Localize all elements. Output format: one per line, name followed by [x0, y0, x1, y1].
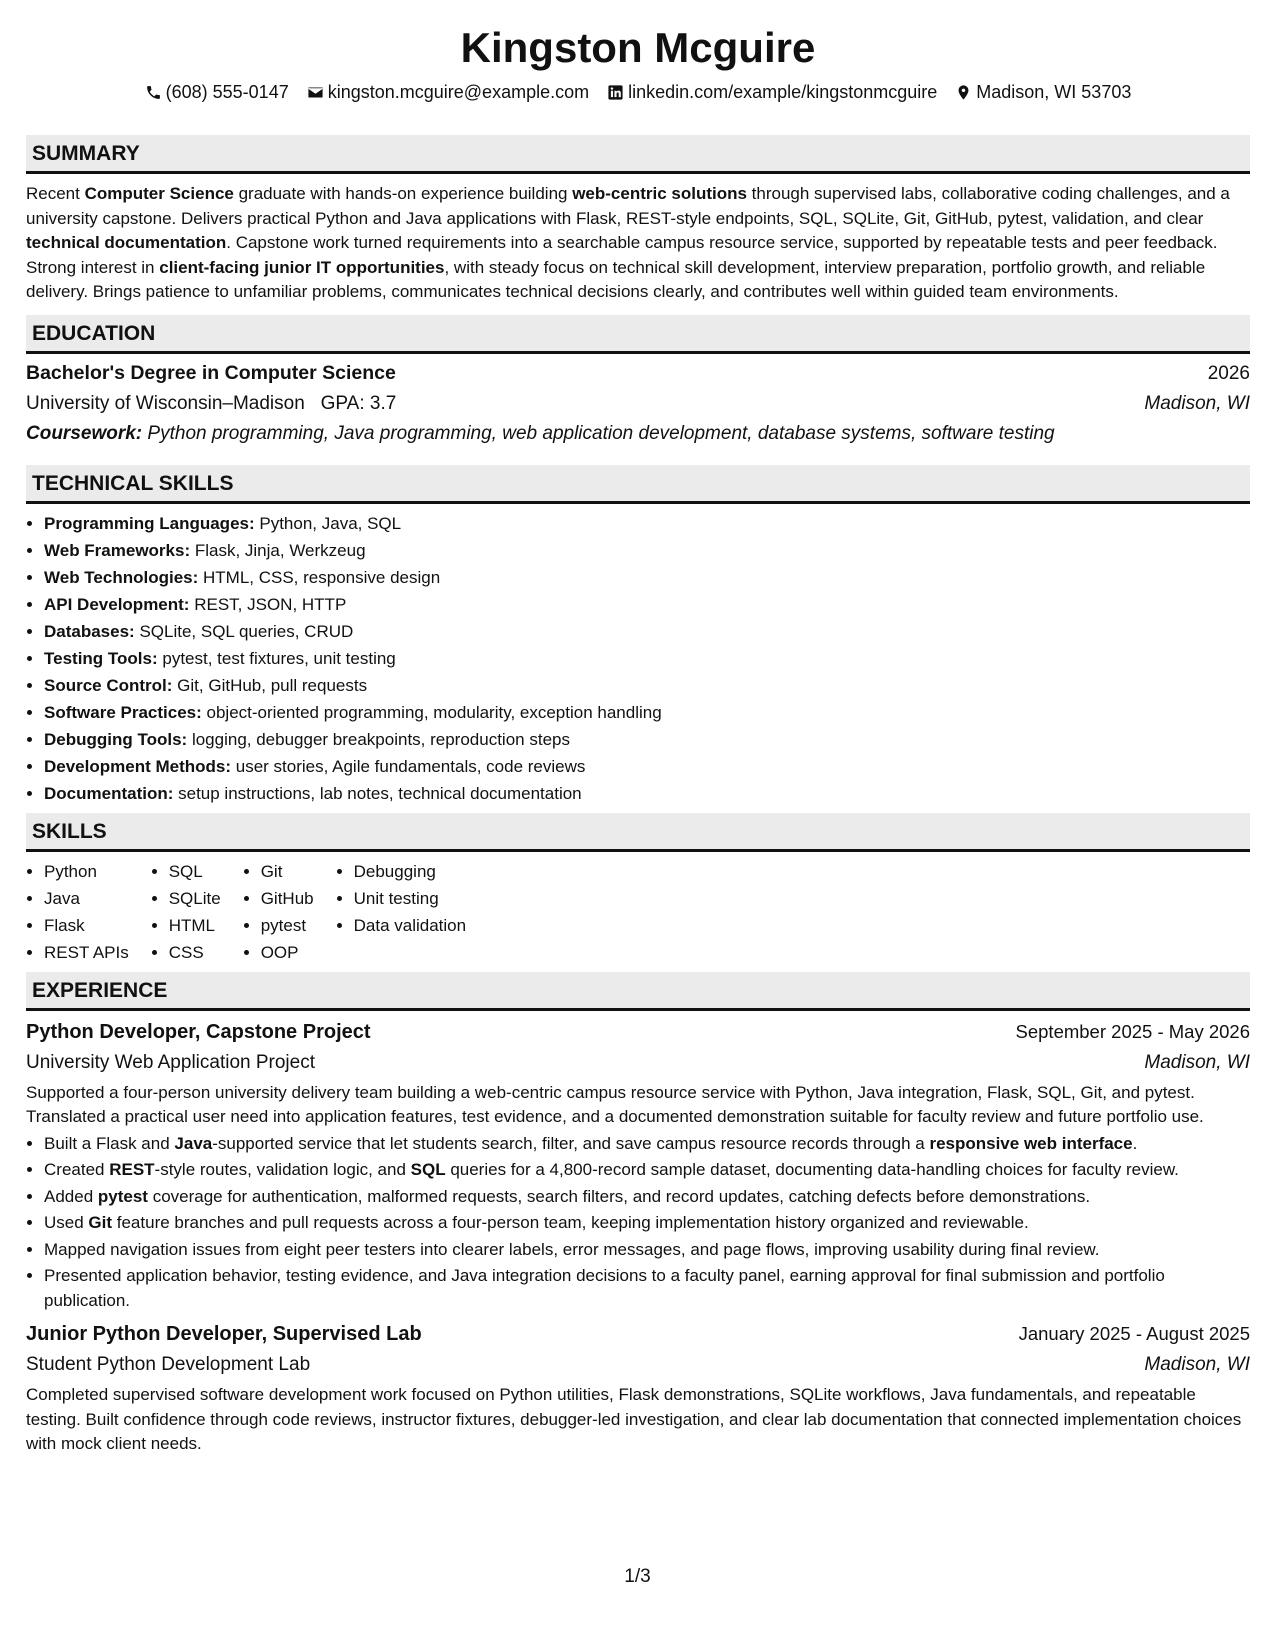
job-dates: September 2025 - May 2026 — [1015, 1020, 1250, 1042]
skill-category: Documentation: — [44, 783, 174, 803]
skills-columns — [26, 858, 1250, 966]
technical-skill-item — [44, 591, 1250, 618]
contact-linkedin[interactable] — [607, 80, 937, 104]
candidate-name: Kingston Mcguire — [460, 24, 816, 71]
skill-item: • SQL — [169, 858, 221, 885]
summary-heading: SUMMARY — [26, 135, 1250, 174]
skill-category: Databases: — [44, 621, 135, 641]
experience-entry — [26, 1313, 1250, 1457]
gpa: GPA: 3.7 — [320, 392, 397, 414]
text-run: -style routes, validation logic, and — [154, 1160, 411, 1179]
linkedin-icon — [607, 84, 624, 101]
experience-list — [26, 1011, 1250, 1457]
bold-text: responsive web interface — [929, 1133, 1133, 1153]
technical-skill-item — [44, 537, 1250, 564]
skill-category: Programming Languages: — [44, 513, 255, 533]
resume-page — [26, 18, 1250, 1457]
location-text: Madison, WI 53703 — [976, 82, 1132, 102]
skill-item: • pytest — [261, 912, 314, 939]
text-run: , with steady focus on technical skill development, interview preparation, portfolio growth, and reliable delivery. Brings patience to unfamiliar problems, communicates technical decisions clearly, and contributes well within guided team environments. — [26, 257, 1206, 301]
skill-item: • GitHub — [261, 885, 314, 912]
coursework-line — [26, 419, 1250, 449]
phone-text: (608) 555-0147 — [165, 82, 289, 102]
text-run: . Capstone work turned requirements into a searchable campus resource service, supported by repeatable tests and peer feedback. Strong interest in — [26, 233, 1218, 277]
technical-skill-item — [44, 618, 1250, 645]
summary-paragraph — [26, 182, 1250, 305]
text-run: Built a Flask and — [44, 1133, 175, 1153]
bold-text: web-centric solutions — [572, 184, 747, 203]
job-bullet — [44, 1238, 1250, 1263]
text-run: graduate with hands-on experience building — [233, 184, 573, 203]
text-run: Presented application behavior, testing evidence, and Java integration decisions to a faculty panel, earning approval for final submission and portfolio publication. — [44, 1266, 1165, 1310]
skill-values: setup instructions, lab notes, technical documentation — [173, 783, 582, 803]
skill-item: • SQLite — [169, 885, 221, 912]
job-bullet — [44, 1185, 1250, 1210]
skills-column — [151, 858, 221, 966]
skill-category: Debugging Tools: — [44, 729, 188, 749]
job-title: Junior Python Developer, Supervised Lab — [26, 1323, 422, 1345]
job-description: Supported a four-person university delivery team building a web-centric campus resource service with Python, Java integration, Flask, SQL, Git, and pytest. Translated a practical user need into application features, test evidence, and a documented demonstration suitable for faculty review and future portfolio use. — [26, 1082, 1204, 1126]
skill-item: • Git — [261, 858, 314, 885]
technical-skills-heading: TECHNICAL SKILLS — [26, 465, 1250, 504]
school-name: University of Wisconsin–Madison — [26, 392, 305, 414]
linkedin-text: linkedin.com/example/kingstonmcguire — [628, 82, 938, 102]
map-pin-icon — [955, 84, 972, 101]
skill-item: • Java — [44, 885, 129, 912]
technical-skill-item — [44, 753, 1250, 780]
job-location: Madison, WI — [1144, 1354, 1250, 1375]
skill-item: • Data validation — [354, 912, 466, 939]
text-run: queries for a 4,800-record sample dataset, documenting data-handling choices for faculty review. — [445, 1160, 1179, 1179]
contact-phone[interactable] — [145, 80, 289, 104]
skills-column — [243, 858, 314, 966]
technical-skill-item — [44, 564, 1250, 591]
skill-category: Testing Tools: — [44, 648, 158, 668]
experience-heading: EXPERIENCE — [26, 972, 1250, 1011]
skill-category: Source Control: — [44, 675, 173, 695]
skill-values: HTML, CSS, responsive design — [198, 567, 441, 587]
bold-text: client-facing junior IT opportunities — [159, 257, 445, 277]
text-run: through supervised labs, collaborative coding challenges, and a university capstone. Delivers practical Python and Java applications with Flask, REST-style endpoints, SQL, SQLite, Git, GitHub, pytest, validation, and clear — [26, 184, 1230, 228]
skill-values: user stories, Agile fundamentals, code reviews — [231, 756, 586, 776]
page-number: 1/3 — [624, 1566, 651, 1587]
coursework-text: Python programming, Java programming, web application development, database systems, software testing — [147, 422, 1055, 444]
skill-values: Python, Java, SQL — [254, 513, 402, 533]
text-run: coverage for authentication, malformed requests, search filters, and record updates, catching defects before demonstrations. — [147, 1186, 1091, 1206]
coursework-label: Coursework: — [26, 422, 143, 444]
skill-values: SQLite, SQL queries, CRUD — [134, 621, 354, 641]
skills-column — [336, 858, 466, 966]
skills-heading: SKILLS — [26, 813, 1250, 852]
job-bullet — [44, 1158, 1250, 1183]
bold-text: technical documentation — [26, 233, 227, 252]
technical-skill-item — [44, 780, 1250, 807]
technical-skill-item — [44, 510, 1250, 537]
bold-text: pytest — [97, 1186, 148, 1206]
skill-category: Web Frameworks: — [44, 540, 191, 560]
job-bullets — [26, 1132, 1250, 1314]
technical-skill-item — [44, 645, 1250, 672]
bold-text: REST — [109, 1160, 155, 1179]
text-run: Created — [44, 1160, 110, 1179]
text-run: -supported service that let students search, filter, and save campus resource records through a — [212, 1133, 930, 1153]
skill-item: • Python — [44, 858, 129, 885]
skill-values: REST, JSON, HTTP — [189, 594, 347, 614]
skill-item: • HTML — [169, 912, 221, 939]
skill-item: • OOP — [261, 939, 314, 966]
skill-values: pytest, test fixtures, unit testing — [157, 648, 396, 668]
job-title: Python Developer, Capstone Project — [26, 1020, 371, 1043]
job-bullet — [44, 1264, 1250, 1313]
technical-skill-item — [44, 672, 1250, 699]
technical-skill-item — [44, 699, 1250, 726]
skill-category: API Development: — [44, 594, 190, 614]
job-dates: January 2025 - August 2025 — [1018, 1323, 1250, 1344]
school-location: Madison, WI — [1144, 392, 1250, 414]
skill-item: • REST APIs — [44, 939, 129, 966]
text-run: feature branches and pull requests across a four-person team, keeping implementation history organized and reviewable. — [112, 1213, 1029, 1232]
contact-location — [955, 80, 1131, 104]
graduation-year: 2026 — [1207, 362, 1250, 384]
skill-category: Development Methods: — [44, 756, 232, 776]
technical-skill-item — [44, 726, 1250, 753]
skill-item: • Flask — [44, 912, 129, 939]
education-heading: EDUCATION — [26, 315, 1250, 354]
contact-email[interactable] — [307, 80, 589, 104]
contact-row — [26, 80, 1250, 104]
text-run: Used — [44, 1213, 89, 1232]
skill-item: • Unit testing — [354, 885, 466, 912]
envelope-icon — [307, 84, 324, 101]
job-bullet — [44, 1132, 1250, 1157]
degree-title: Bachelor's Degree in Computer Science — [26, 361, 396, 384]
text-run: Added — [44, 1186, 98, 1206]
skill-values: object-oriented programming, modularity, exception handling — [201, 702, 662, 722]
school-info — [26, 389, 396, 419]
job-bullet — [44, 1211, 1250, 1236]
job-location: Madison, WI — [1144, 1051, 1250, 1073]
bold-text: Java — [174, 1133, 213, 1153]
skill-values: Git, GitHub, pull requests — [172, 675, 368, 695]
bold-text: SQL — [410, 1160, 446, 1179]
technical-skills-list — [26, 510, 1250, 807]
skills-column — [26, 858, 129, 966]
skill-category: Software Practices: — [44, 702, 202, 722]
bold-text: Computer Science — [84, 184, 234, 203]
job-organization: University Web Application Project — [26, 1051, 315, 1073]
skill-item: • CSS — [169, 939, 221, 966]
text-run: Mapped navigation issues from eight peer testers into clearer labels, error messages, and page flows, improving usability during final review. — [44, 1239, 1100, 1259]
experience-entry — [26, 1011, 1250, 1314]
bold-text: Git — [88, 1213, 113, 1232]
skill-values: logging, debugger breakpoints, reproduction steps — [187, 729, 570, 749]
text-run: Recent — [26, 184, 85, 203]
education-entry — [26, 358, 1250, 449]
email-text: kingston.mcguire@example.com — [327, 82, 590, 102]
phone-icon — [145, 84, 162, 101]
text-run: . — [1132, 1133, 1138, 1153]
skill-category: Web Technologies: — [44, 567, 199, 587]
job-description: Completed supervised software development work focused on Python utilities, Flask demonstrations, SQLite workflows, Java fundamentals, and repeatable testing. Built confidence through code reviews, instructor fixtures, debugger-led investigation, and clear lab documentation that connected implementation choices with mock client needs. — [26, 1385, 1242, 1453]
skill-values: Flask, Jinja, Werkzeug — [190, 540, 366, 560]
skill-item: • Debugging — [354, 858, 466, 885]
job-organization: Student Python Development Lab — [26, 1354, 311, 1375]
